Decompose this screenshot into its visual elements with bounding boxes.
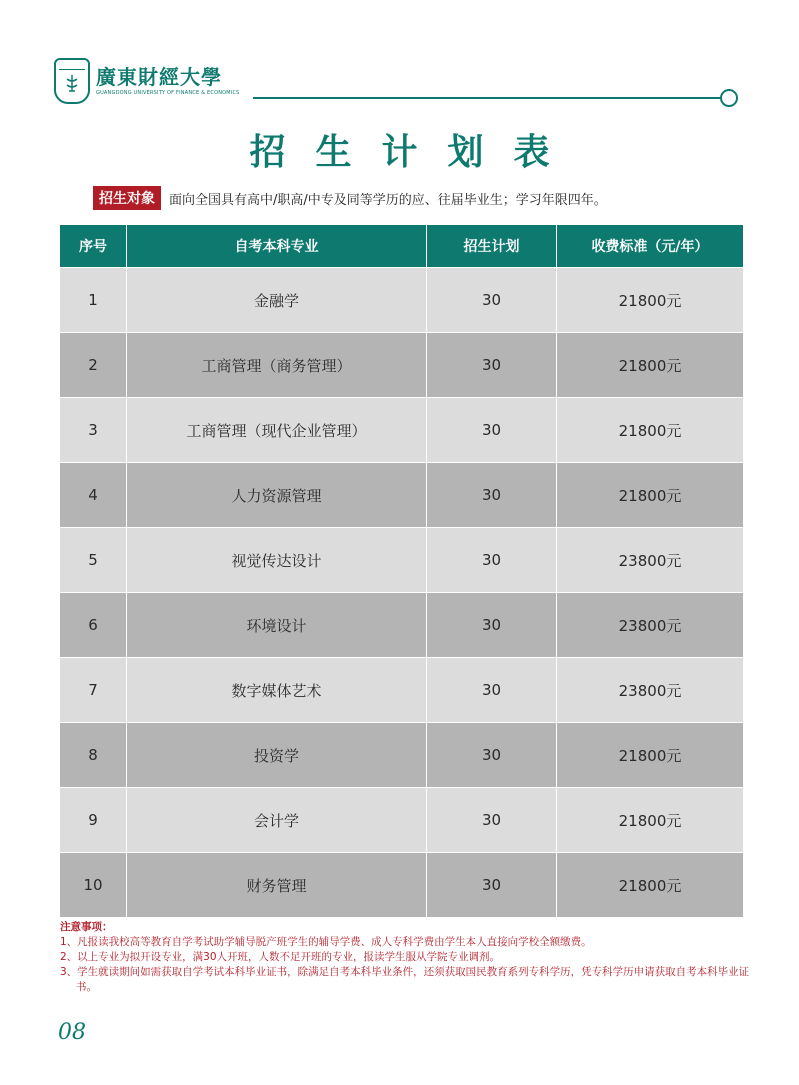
table-row: [60, 268, 744, 333]
header-fee: 收费标准（元/年）: [557, 225, 744, 268]
row-plan: 30: [427, 658, 557, 723]
row-index: 4: [60, 463, 127, 528]
university-name-en: GUANGDONG UNIVERSITY OF FINANCE & ECONOMICS: [96, 90, 240, 96]
target-description: 面向全国具有高中/职高/中专及同等学历的应、往届毕业生；学习年限四年。: [169, 192, 607, 208]
row-fee: 23800元: [557, 593, 744, 658]
row-major: 工商管理（商务管理）: [127, 333, 427, 398]
table-row: [60, 398, 744, 463]
table-row: [60, 333, 744, 398]
row-major: 环境设计: [127, 593, 427, 658]
row-major: 会计学: [127, 788, 427, 853]
university-logo: [54, 58, 240, 104]
target-badge: 招生对象: [93, 186, 161, 210]
header-divider-circle: [720, 89, 738, 107]
table-row: [60, 593, 744, 658]
table-row: [60, 853, 744, 918]
row-plan: 30: [427, 528, 557, 593]
table-row: [60, 463, 744, 528]
row-major: 人力资源管理: [127, 463, 427, 528]
note-item: 3、学生就读期间如需获取自学考试本科毕业证书，除满足自考本科毕业条件，还须获取国民教育系列专科学历，凭专科学历申请获取自考本科毕业证书。: [60, 966, 750, 993]
row-plan: 30: [427, 723, 557, 788]
row-plan: 30: [427, 593, 557, 658]
row-plan: 30: [427, 268, 557, 333]
row-plan: 30: [427, 788, 557, 853]
row-major: 投资学: [127, 723, 427, 788]
row-index: 5: [60, 528, 127, 593]
row-major: 视觉传达设计: [127, 528, 427, 593]
row-major: 数字媒体艺术: [127, 658, 427, 723]
row-major: 工商管理（现代企业管理）: [127, 398, 427, 463]
row-index: 10: [60, 853, 127, 918]
row-index: 7: [60, 658, 127, 723]
table-row: [60, 528, 744, 593]
row-fee: 21800元: [557, 723, 744, 788]
university-seal-icon: [54, 58, 90, 104]
row-index: 8: [60, 723, 127, 788]
row-fee: 23800元: [557, 658, 744, 723]
row-major: 金融学: [127, 268, 427, 333]
header-plan: 招生计划: [427, 225, 557, 268]
row-plan: 30: [427, 463, 557, 528]
table-row: [60, 788, 744, 853]
row-fee: 21800元: [557, 398, 744, 463]
row-fee: 21800元: [557, 333, 744, 398]
header-major: 自考本科专业: [127, 225, 427, 268]
row-plan: 30: [427, 398, 557, 463]
enrollment-target: [93, 186, 607, 210]
page-title: 招生计划表: [249, 132, 580, 173]
header-divider: [253, 97, 721, 99]
table-header-row: [60, 225, 744, 268]
row-index: 3: [60, 398, 127, 463]
row-index: 6: [60, 593, 127, 658]
table-row: [60, 658, 744, 723]
row-major: 财务管理: [127, 853, 427, 918]
row-fee: 21800元: [557, 788, 744, 853]
page-number: 08: [58, 1020, 86, 1045]
header-index: 序号: [60, 225, 127, 268]
enrollment-plan-table: [59, 224, 744, 918]
row-fee: 23800元: [557, 528, 744, 593]
row-index: 2: [60, 333, 127, 398]
notes-title: 注意事项：: [60, 921, 113, 933]
row-index: 1: [60, 268, 127, 333]
table-row: [60, 723, 744, 788]
row-plan: 30: [427, 853, 557, 918]
university-name-cn: 廣東財經大學: [96, 65, 222, 89]
row-fee: 21800元: [557, 268, 744, 333]
row-fee: 21800元: [557, 463, 744, 528]
row-fee: 21800元: [557, 853, 744, 918]
note-item: 2、以上专业为拟开设专业，满30人开班，人数不足开班的专业，报读学生服从学院专业调剂。: [60, 951, 501, 963]
row-index: 9: [60, 788, 127, 853]
row-plan: 30: [427, 333, 557, 398]
note-item: 1、凡报读我校高等教育自学考试助学辅导脱产班学生的辅导学费、成人专科学费由学生本人直接向学校全额缴费。: [60, 936, 592, 948]
notes-section: [60, 920, 750, 995]
